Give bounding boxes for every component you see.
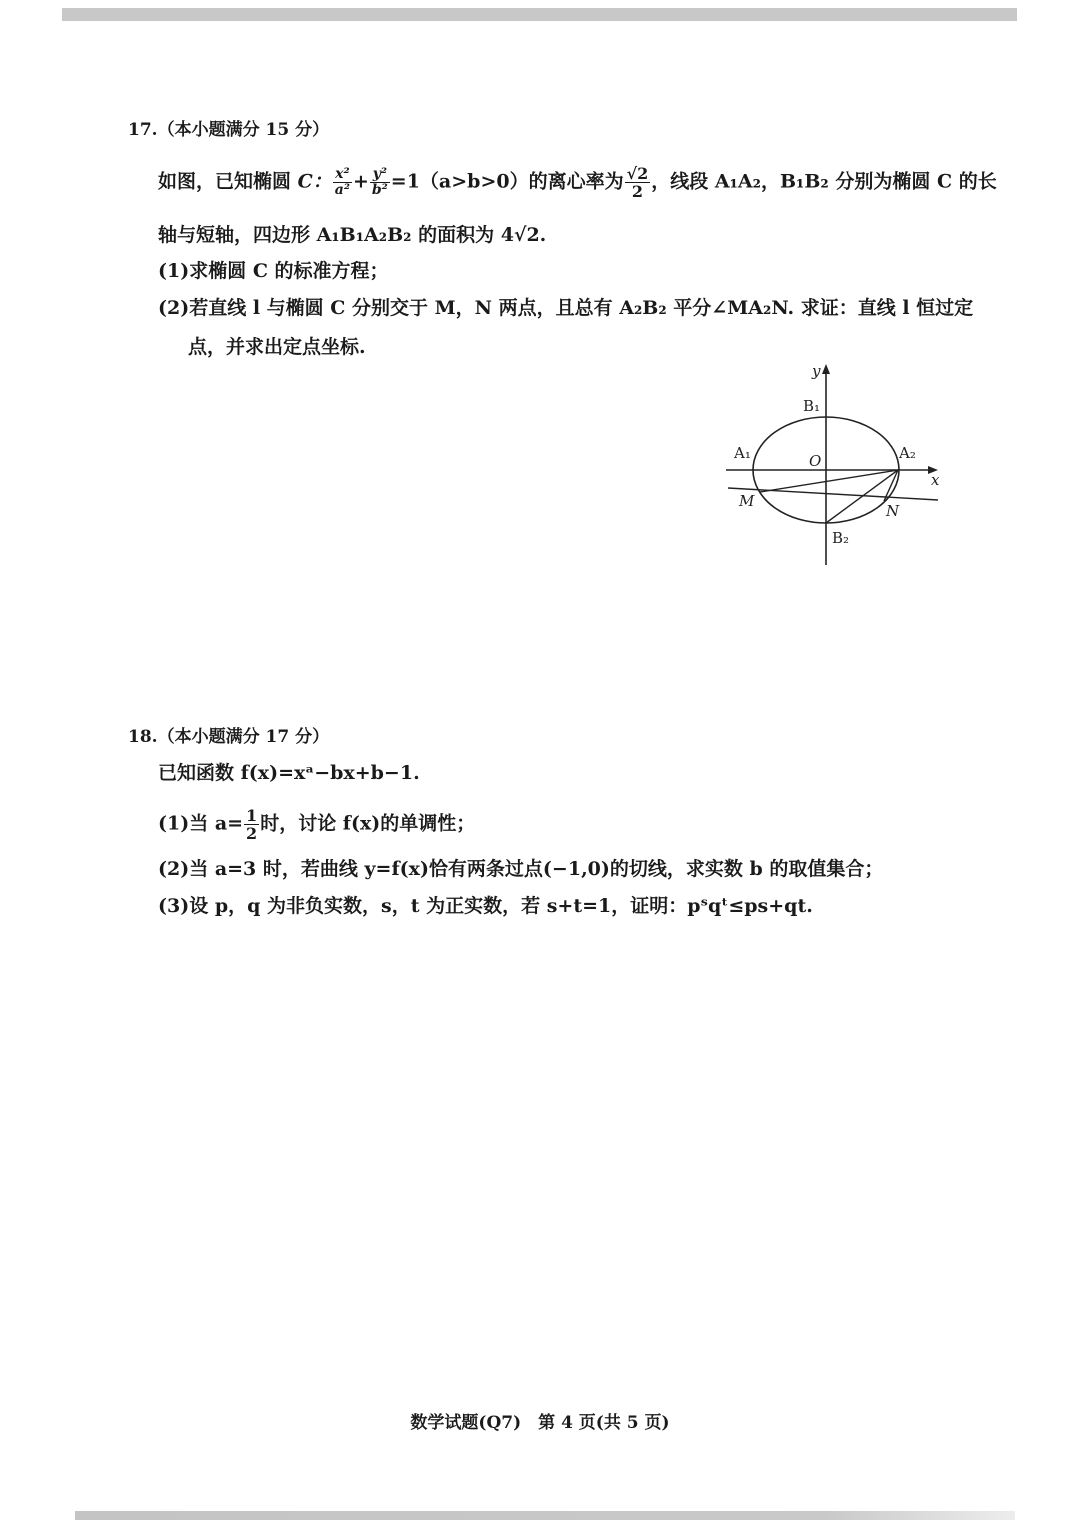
q17-eq-plus: + (352, 170, 369, 193)
q18-sub1-fraction (244, 807, 259, 842)
n-label: N (886, 502, 900, 520)
q17-eq-x-num: x² (333, 167, 352, 183)
y-axis-arrow (822, 364, 830, 374)
line-l (728, 488, 938, 500)
x-axis-label: x (931, 471, 940, 489)
bottom-scan-border (75, 1511, 1015, 1520)
page-footer: 数学试题(Q7) 第 4 页(共 5 页) (410, 1413, 670, 1433)
q17-sub1: (1)求椭圆 C 的标准方程； (158, 260, 389, 282)
q17-eq-y-fraction (370, 167, 390, 198)
origin-label: O (809, 452, 822, 470)
q17-eq-y-num: y² (370, 167, 390, 183)
q17-eq-x-den: a² (334, 182, 350, 198)
q18-sub1 (158, 807, 475, 842)
q18-stem: 已知函数 f(x)=xᵃ−bx+b−1. (158, 762, 420, 784)
b1-label: B₁ (803, 397, 821, 415)
q17-ellipse-label: C： (297, 170, 332, 193)
b2-label: B₂ (832, 529, 850, 547)
q17-stem-part1: 如图，已知椭圆 (158, 170, 298, 193)
q18-sub3: (3)设 p，q 为非负实数，s，t 为正实数，若 s+t=1，证明：pˢqᵗ≤ps+qt. (158, 895, 813, 917)
q18-frac-num: 1 (246, 806, 258, 825)
q17-eq-y-den: b² (371, 182, 388, 198)
q17-sub2-line2: 点，并求出定点坐标. (188, 336, 366, 358)
top-scan-border (62, 8, 1017, 21)
q17-eq-x-fraction (333, 167, 352, 198)
q18-frac-den: 2 (246, 824, 258, 843)
q17-eq-rest: =1（a>b>0）的离心率为 (390, 170, 624, 193)
q17-sub2-line1: (2)若直线 l 与椭圆 C 分别交于 M，N 两点，且总有 A₂B₂ 平分∠MA₂N. 求证：直线 l 恒过定 (158, 297, 974, 319)
q17-eccentricity-fraction (625, 165, 651, 200)
m-label: M (739, 492, 755, 510)
segment-ma2 (760, 470, 898, 492)
q17-header: 17.（本小题满分 15 分） (128, 120, 330, 140)
q17-stem-part2: ，线段 A₁A₂，B₁B₂ 分别为椭圆 C 的长 (651, 170, 997, 193)
q18-sub2: (2)当 a=3 时，若曲线 y=f(x)恰有两条过点(−1,0)的切线，求实数 b 的取值集合； (158, 858, 884, 880)
y-axis-label: y (812, 362, 821, 380)
q18-sub1-pre: (1)当 a= (158, 812, 244, 835)
q17-ecc-den: 2 (631, 182, 643, 201)
q17-stem-line1 (158, 165, 997, 200)
a2-label: A₂ (899, 444, 916, 462)
q18-header: 18.（本小题满分 17 分） (128, 727, 330, 747)
q17-stem-line2: 轴与短轴，四边形 A₁B₁A₂B₂ 的面积为 4√2. (158, 224, 547, 246)
q17-ecc-num: √2 (626, 164, 649, 183)
q18-sub1-post: 时，讨论 f(x)的单调性； (260, 812, 476, 835)
a1-label: A₁ (734, 444, 751, 462)
ellipse-figure (720, 360, 950, 570)
